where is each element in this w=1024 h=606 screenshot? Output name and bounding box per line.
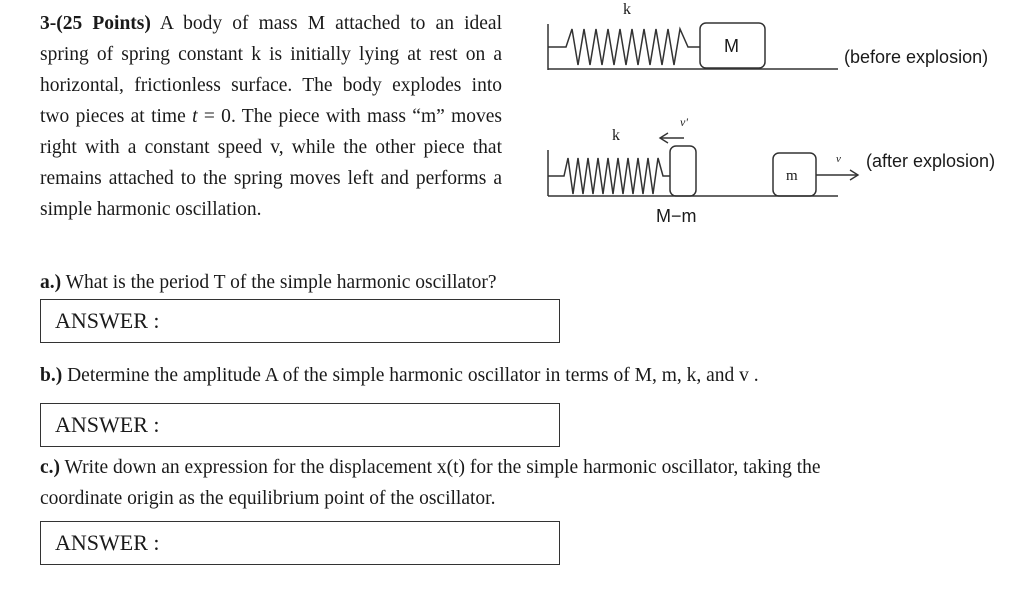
speed-variable: v — [270, 137, 279, 158]
time-variable: t — [192, 106, 198, 127]
answer-box-c[interactable]: ANSWER : — [40, 521, 560, 565]
problem-text-2: . The piece with mass “m” moves right with a constant speed — [40, 106, 503, 158]
question-a-label: a.) — [40, 272, 62, 293]
after-right-mass-label: m — [786, 168, 798, 184]
before-spring — [548, 29, 700, 65]
before-spring-label: k — [623, 1, 631, 18]
question-b-text: Determine the amplitude A of the simple harmonic oscillator in terms of M, m, k, and v . — [62, 365, 759, 386]
after-right-velocity: v — [836, 153, 841, 165]
after-caption: (after explosion) — [866, 151, 996, 171]
before-caption: (before explosion) — [844, 47, 989, 67]
explosion-diagram — [520, 0, 1024, 240]
question-a-text: What is the period T of the simple harmonic oscillator? — [61, 272, 497, 293]
after-spring — [548, 158, 670, 194]
question-b — [40, 360, 759, 391]
question-b-label: b.) — [40, 365, 63, 386]
after-left-velocity: v' — [680, 115, 688, 129]
after-left-mass-label: M−m — [656, 206, 697, 226]
answer-box-b[interactable]: ANSWER : — [40, 403, 560, 447]
problem-statement — [40, 8, 502, 225]
problem-text-1: A body of mass M attached to an ideal spring of spring constant k is initially lying at rest on a horizontal, frictionless surface. The body explodes into two pieces at time — [40, 13, 502, 127]
answer-box-a[interactable]: ANSWER : — [40, 299, 560, 343]
question-c-text: Write down an expression for the displacement x(t) for the simple harmonic oscillator, taking the coordinate origin as the equilibrium point of the oscillator. — [40, 457, 821, 509]
question-a — [40, 267, 497, 298]
after-spring-label: k — [612, 127, 620, 144]
question-c-label: c.) — [40, 457, 61, 478]
problem-number: 3-(25 Points) — [40, 13, 151, 34]
problem-text-3: , while the other piece that remains attached to the spring moves left and performs a simple harmonic oscillation. — [40, 137, 502, 220]
before-mass-label: M — [724, 36, 739, 56]
question-c — [40, 452, 900, 514]
time-equation: = 0 — [197, 106, 231, 127]
after-left-mass-block — [670, 146, 696, 196]
